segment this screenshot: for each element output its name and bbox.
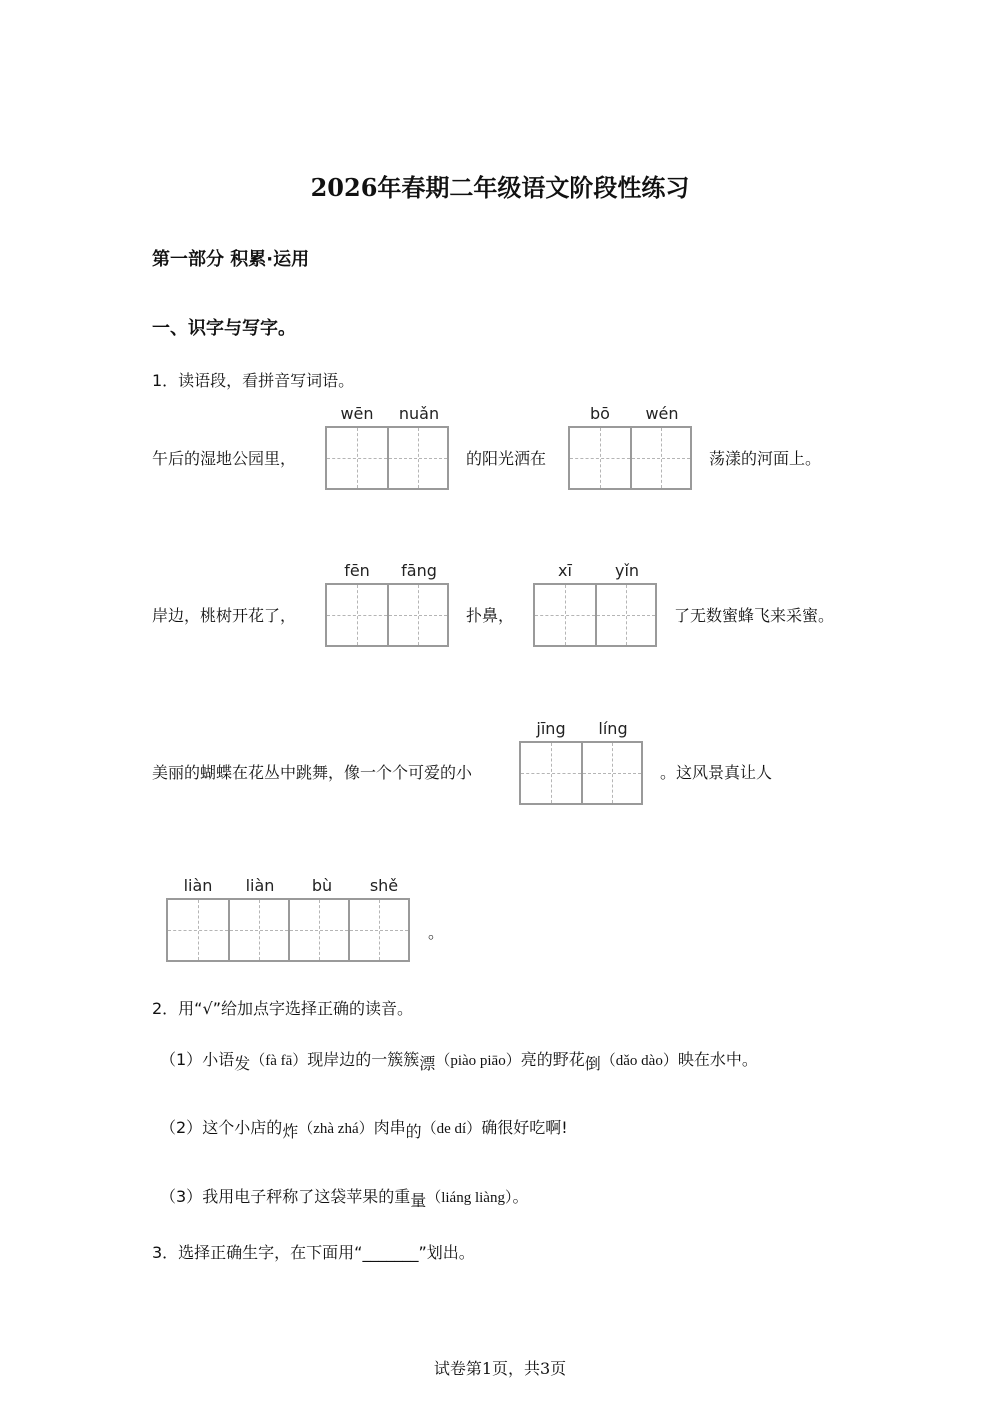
part-heading: 第一部分 积累·运用 — [152, 249, 310, 270]
grid-cell[interactable] — [387, 428, 447, 488]
pinyin-options[interactable]: （liáng liàng） — [426, 1190, 513, 1206]
writing-grid-bowen[interactable] — [568, 426, 692, 490]
dotted-char: 倒 — [584, 1054, 601, 1073]
pinyin: wén — [645, 404, 679, 423]
line1-mid: 的阳光洒在 — [466, 449, 547, 468]
grid-cell[interactable] — [327, 585, 387, 645]
pinyin: bō — [590, 404, 610, 423]
grid-cell[interactable] — [521, 743, 581, 803]
pinyin-lianlianbushe — [167, 876, 415, 895]
pinyin: bù — [311, 876, 333, 895]
question-2-item-1: （1）小语发（fà fā）现岸边的一簇簇漂（piào piāo）亮的野花倒（dǎo dào）映在水中。 — [160, 1050, 758, 1073]
pinyin: shě — [369, 876, 399, 895]
pinyin: fāng — [401, 561, 437, 580]
line2-mid: 扑鼻， — [466, 606, 515, 625]
grid-cell[interactable] — [168, 900, 228, 960]
question-1-label: 1．读语段，看拼音写词语。 — [152, 371, 355, 390]
page-title: 2026年春期二年级语文阶段性练习 — [310, 173, 690, 202]
question-2-label: 2．用“√”给加点字选择正确的读音。 — [152, 999, 413, 1018]
grid-cell[interactable] — [630, 428, 690, 488]
pinyin-options[interactable]: （dǎo dào） — [600, 1053, 678, 1069]
grid-cell[interactable] — [535, 585, 595, 645]
pinyin: xī — [558, 561, 572, 580]
grid-cell[interactable] — [348, 900, 408, 960]
pinyin-jingling — [520, 719, 644, 738]
section-heading: 一、识字与写字。 — [152, 318, 296, 339]
writing-grid-xiyin[interactable] — [533, 583, 657, 647]
line3-post: 。这风景真让人 — [660, 763, 773, 782]
check-mark: √ — [202, 999, 213, 1018]
line1-post: 荡漾的河面上。 — [709, 449, 822, 468]
dotted-char: 的 — [405, 1122, 422, 1141]
pinyin-options[interactable]: （piào piāo） — [435, 1053, 521, 1069]
pinyin: jīng — [536, 719, 566, 738]
writing-grid-wennuan[interactable] — [325, 426, 449, 490]
question-2-item-2: （2）这个小店的炸（zhà zhá）肉串的（de dí）确很好吃啊! — [160, 1118, 568, 1141]
pinyin: liàn — [183, 876, 213, 895]
pinyin-xiyin — [534, 561, 658, 580]
pinyin-wennuan — [326, 404, 450, 423]
pinyin: líng — [598, 719, 628, 738]
writing-grid-lianlianbushe[interactable] — [166, 898, 410, 962]
grid-cell[interactable] — [387, 585, 447, 645]
pinyin-options[interactable]: （de dí） — [421, 1121, 482, 1137]
pinyin: yǐn — [614, 561, 640, 580]
writing-grid-fenfang[interactable] — [325, 583, 449, 647]
underline-blank: _______ — [362, 1243, 419, 1262]
grid-cell[interactable] — [570, 428, 630, 488]
line2-pre: 岸边，桃树开花了， — [152, 606, 297, 625]
pinyin-bowen — [569, 404, 693, 423]
dotted-char: 炸 — [282, 1122, 299, 1141]
line1-pre: 午后的湿地公园里， — [152, 449, 297, 468]
grid-cell[interactable] — [595, 585, 655, 645]
dotted-char: 发 — [234, 1054, 251, 1073]
pinyin: wēn — [340, 404, 374, 423]
dotted-char: 漂 — [419, 1054, 436, 1073]
pinyin-fenfang — [326, 561, 450, 580]
grid-cell[interactable] — [288, 900, 348, 960]
line4-post: 。 — [428, 923, 445, 942]
pinyin: fēn — [344, 561, 370, 580]
grid-cell[interactable] — [327, 428, 387, 488]
pinyin-options[interactable]: （fà fā） — [250, 1053, 308, 1069]
line3-pre: 美丽的蝴蝶在花丛中跳舞，像一个个可爱的小 — [152, 763, 473, 782]
pinyin: nuǎn — [398, 404, 440, 423]
question-2-item-3: （3）我用电子秤称了这袋苹果的重量（liáng liàng）。 — [160, 1187, 529, 1210]
grid-cell[interactable] — [581, 743, 641, 803]
grid-cell[interactable] — [228, 900, 288, 960]
line2-post: 了无数蜜蜂飞来采蜜。 — [674, 606, 835, 625]
pinyin: liàn — [245, 876, 275, 895]
dotted-char: 量 — [410, 1191, 427, 1210]
page-footer: 试卷第1页，共3页 — [433, 1359, 567, 1378]
writing-grid-jingling[interactable] — [519, 741, 643, 805]
question-3-label: 3．选择正确生字，在下面用“_______”划出。 — [152, 1243, 475, 1262]
pinyin-options[interactable]: （zhà zhá） — [298, 1121, 374, 1137]
